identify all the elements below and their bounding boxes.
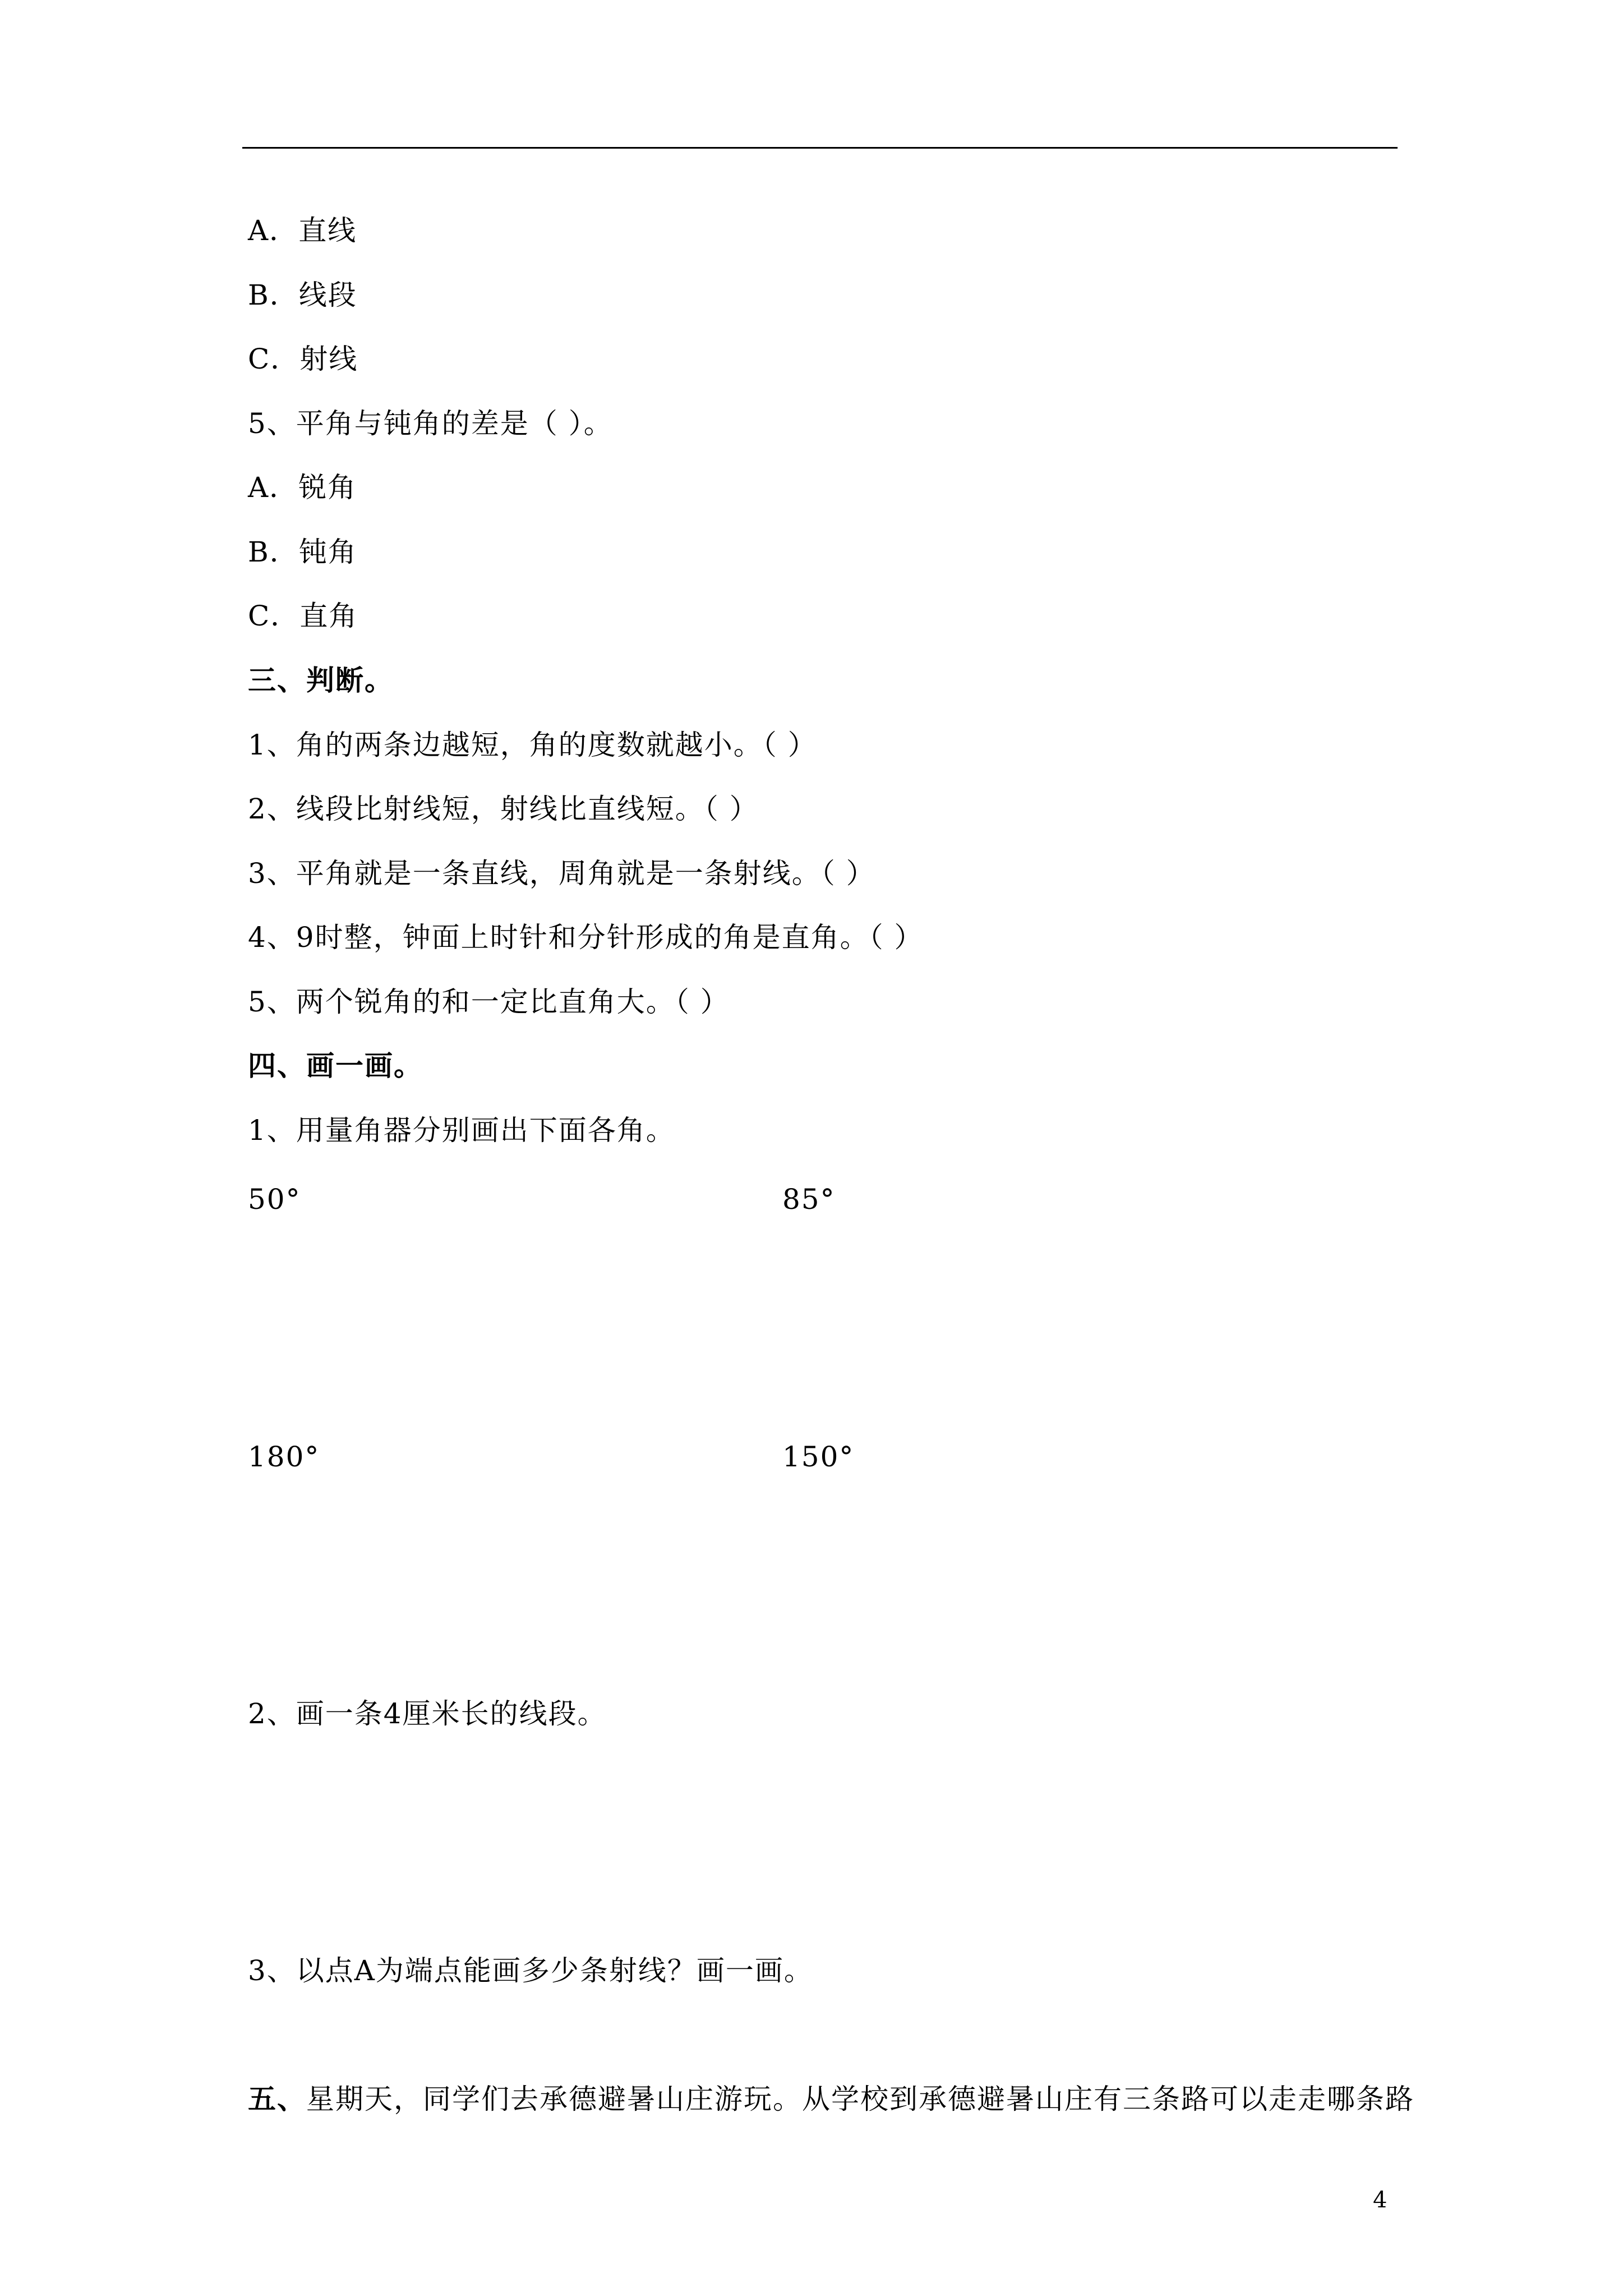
page-number: 4 — [1373, 2187, 1387, 2213]
section4-title: 四、画一画。 — [248, 1049, 423, 1082]
section5-line — [248, 2079, 1414, 2119]
q4-option-c: C．射线 — [248, 343, 358, 375]
draw-q3: 3、以点A为端点能画多少条射线？画一画。 — [248, 1954, 813, 1987]
angle-label-50: 50° — [248, 1183, 301, 1216]
q4-option-a: A．直线 — [248, 214, 357, 247]
section5-text: 星期天，同学们去承德避暑山庄游玩。从学校到承德避暑山庄有三条路可以走走哪条路 — [306, 2083, 1414, 2115]
section5-title: 五、 — [248, 2082, 306, 2115]
q5-option-c: C．直角 — [248, 600, 358, 632]
judge-item-3: 3、平角就是一条直线，周角就是一条射线。（ ） — [248, 857, 875, 890]
q5-option-a: A．锐角 — [248, 471, 357, 504]
judge-item-5: 5、两个锐角的和一定比直角大。（ ） — [248, 986, 730, 1018]
judge-item-4: 4、9时整，钟面上时针和分针形成的角是直角。（ ） — [248, 921, 924, 954]
q4-option-b: B．线段 — [248, 279, 357, 311]
draw-q2: 2、画一条4厘米长的线段。 — [248, 1697, 607, 1730]
angle-label-150: 150° — [782, 1441, 855, 1473]
draw-q1: 1、用量角器分别画出下面各角。 — [248, 1114, 675, 1147]
angle-label-85: 85° — [782, 1183, 836, 1216]
angle-label-180: 180° — [248, 1441, 320, 1473]
judge-item-1: 1、角的两条边越短，角的度数就越小。（ ） — [248, 729, 817, 761]
q5-stem: 5、平角与钝角的差是（ ）。 — [248, 407, 613, 440]
section3-title: 三、判断。 — [248, 664, 394, 697]
q5-option-b: B．钝角 — [248, 536, 357, 568]
header-rule — [242, 147, 1398, 149]
judge-item-2: 2、线段比射线短，射线比直线短。（ ） — [248, 793, 759, 825]
